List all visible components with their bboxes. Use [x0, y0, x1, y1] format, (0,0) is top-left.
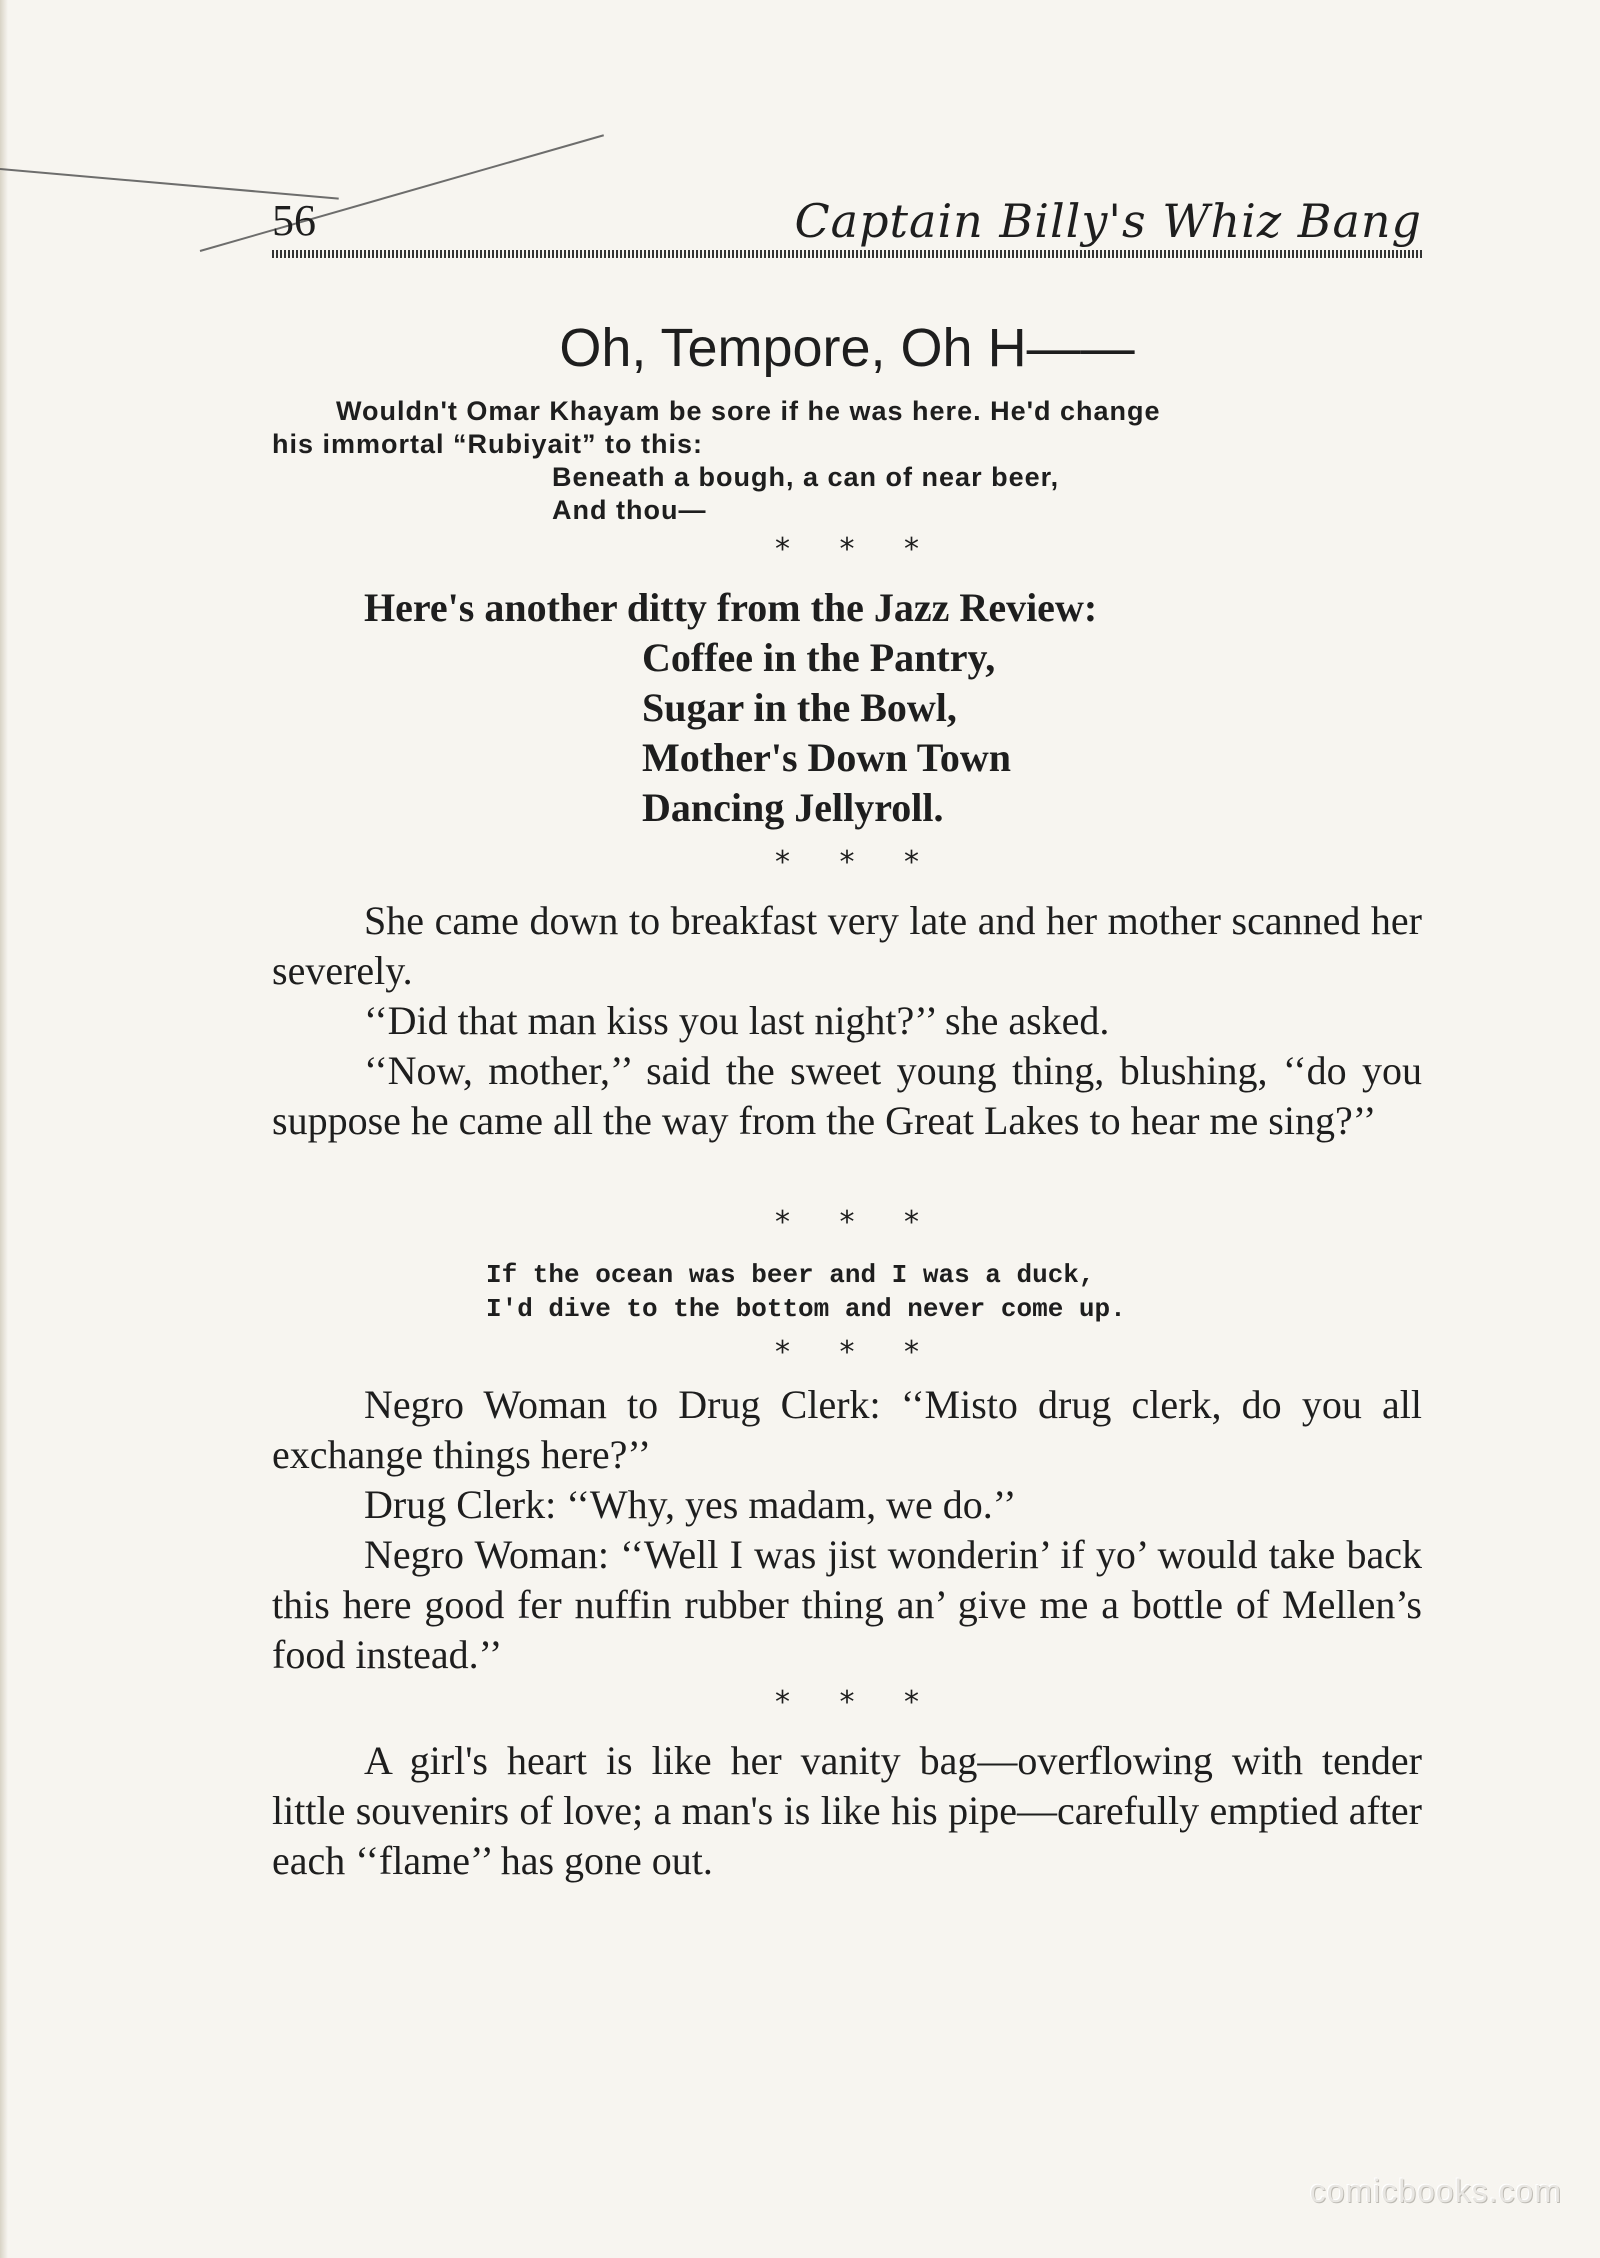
separator: * * * — [774, 1335, 920, 1370]
omar-verse-line: Beneath a bough, a can of near beer, — [552, 462, 1060, 492]
paragraph: Drug Clerk: ‘‘Why, yes madam, we do.’’ — [364, 1482, 1017, 1527]
jazz-verse-line: Sugar in the Bowl, — [642, 685, 957, 730]
breakfast-story — [272, 896, 1422, 1146]
jazz-verse-line: Mother's Down Town — [642, 735, 1011, 780]
page-header — [272, 196, 1422, 246]
jazz-block — [272, 583, 1422, 833]
verse-line: If the ocean was beer and I was a duck, — [486, 1260, 1095, 1290]
section-title: Oh, Tempore, Oh H—— — [559, 318, 1135, 378]
header-rule — [272, 250, 1422, 258]
omar-intro-line: his immortal “Rubiyait” to this: — [272, 429, 704, 459]
jazz-intro: Here's another ditty from the Jazz Review: — [364, 585, 1098, 630]
omar-block — [272, 395, 1422, 527]
paragraph: ‘‘Now, mother,’’ said the sweet young thing, blushing, ‘‘do you suppose he came all the way from the Great Lakes to hear me sing?’’ — [272, 1048, 1422, 1143]
omar-intro-line: Wouldn't Omar Khayam be sore if he was here. He'd change — [336, 396, 1161, 426]
verse-line: I'd dive to the bottom and never come up. — [486, 1294, 1126, 1324]
page-number: 56 — [272, 196, 316, 245]
paragraph: Negro Woman to Drug Clerk: ‘‘Misto drug clerk, do you all exchange things here?’’ — [272, 1382, 1422, 1477]
paragraph: Negro Woman: ‘‘Well I was jist wonderin’ if yo’ would take back this here good fer nuffin rubber thing an’ give me a bottle of Mellen’s food instead.’’ — [272, 1532, 1422, 1677]
paragraph: ‘‘Did that man kiss you last night?’’ she asked. — [364, 998, 1110, 1043]
paragraph: A girl's heart is like her vanity bag—overflowing with tender little souvenirs of love; a man's is like his pipe—carefully emptied after each ‘‘flame’’ has gone out. — [272, 1738, 1422, 1883]
duck-verse — [272, 1258, 1422, 1326]
pencil-scratch — [0, 168, 339, 200]
paragraph: She came down to breakfast very late and her mother scanned her severely. — [272, 898, 1422, 993]
omar-verse-line: And thou— — [552, 495, 707, 525]
page-edge — [0, 0, 8, 2258]
jazz-verse-line: Dancing Jellyroll. — [642, 785, 944, 830]
jazz-verse-line: Coffee in the Pantry, — [642, 635, 996, 680]
separator: * * * — [774, 845, 920, 880]
separator: * * * — [774, 532, 920, 567]
vanity-story — [272, 1736, 1422, 1886]
watermark: comicbooks.com — [1309, 2173, 1562, 2209]
running-title: Captain Billy's Whiz Bang — [794, 194, 1422, 248]
separator: * * * — [774, 1685, 920, 1720]
separator: * * * — [774, 1205, 920, 1240]
drugstore-story — [272, 1380, 1422, 1680]
